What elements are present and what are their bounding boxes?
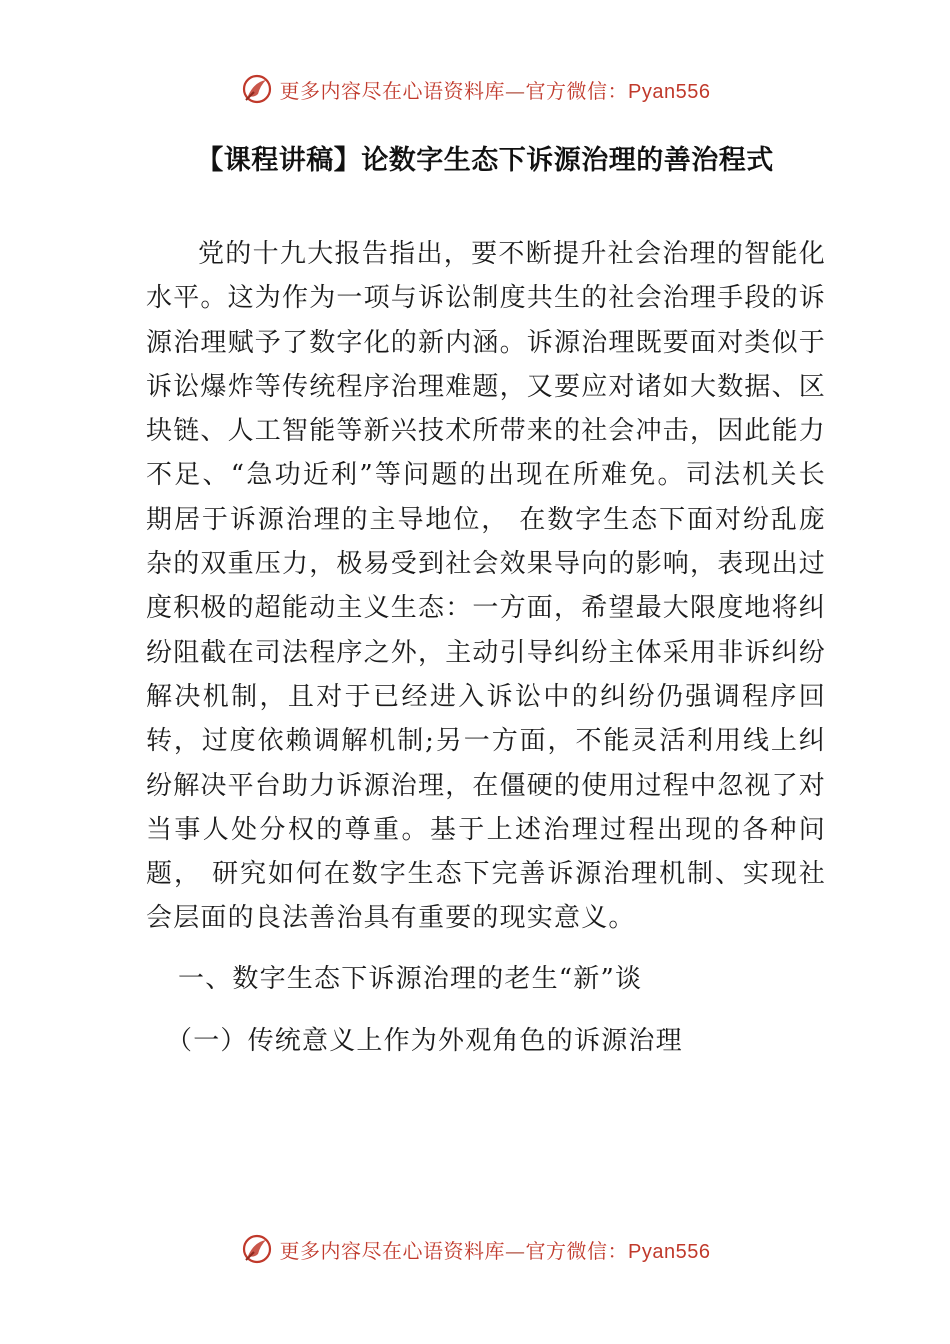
logo-icon xyxy=(240,72,274,106)
watermark-footer xyxy=(0,1232,950,1266)
section-heading: 一、数字生态下诉源治理的老生“新”谈 xyxy=(178,963,643,994)
subsection-heading: （一）传统意义上作为外观角色的诉源治理 xyxy=(166,1025,683,1056)
document-body xyxy=(146,232,826,1063)
body-paragraph: 党的十九大报告指出，要不断提升社会治理的智能化水平。这为作为一项与诉讼制度共生的社会治理手段的诉源治理赋予了数字化的新内涵。诉源治理既要面对类似于诉讼爆炸等传统程序治理难题，又要应对诸如大数据、区块链、人工智能等新兴技术所带来的社会冲击，因此能力不足、“急功近利”等问题的出现在所难免。司法机关长期居于诉源治理的主导地位， 在数字生态下面对纷乱庞杂的双重压力，极易受到社会效果导向的影响，表现出过度积极的超能动主义生态：一方面，希望最大限度地将纠纷阻截在司法程序之外，主动引导纠纷主体采用非诉纠纷解决机制，且对于已经进入诉讼中的纠纷仍强调程序回转，过度依赖调解机制;另一方面，不能灵活利用线上纠纷解决平台助力诉源治理，在僵硬的使用过程中忽视了对当事人处分权的尊重。基于上述治理过程出现的各种问题， 研究如何在数字生态下完善诉源治理机制、实现社会层面的良法善治具有重要的现实意义。 xyxy=(146,239,827,934)
document-title: 【课程讲稿】论数字生态下诉源治理的善治程式 xyxy=(196,145,774,176)
watermark-text: 更多内容尽在心语资料库—官方微信：Pyan556 xyxy=(279,1238,711,1263)
watermark-header xyxy=(0,72,950,106)
watermark-text: 更多内容尽在心语资料库—官方微信：Pyan556 xyxy=(279,78,711,103)
logo-icon xyxy=(240,1232,274,1266)
